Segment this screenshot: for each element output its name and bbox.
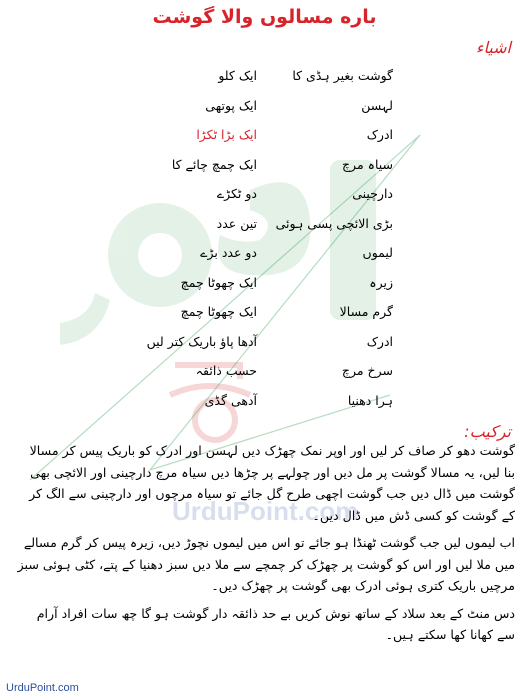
ingredient-quantity: تین عدد — [216, 215, 257, 231]
ingredient-quantity: ایک چمچ چائے کا — [171, 156, 257, 172]
ingredient-row — [0, 64, 529, 88]
ingredient-row — [0, 182, 529, 206]
page-title: باره مسالوں والا گوشت — [152, 6, 377, 28]
ingredients-heading: اشیاء — [475, 38, 511, 57]
ingredient-row — [0, 359, 529, 383]
ingredient-quantity: ایک چھوٹا چمچ — [180, 274, 257, 290]
ingredient-row — [0, 94, 529, 118]
ingredient-row — [0, 389, 529, 413]
method-paragraph: اب لیموں لیں جب گوشت ٹھنڈا ہو جائے تو اس میں لیموں نچوڑ دیں، زیرہ پیس کر گرم مسالے میں ملا لیں اور اس کو گوشت پر چھڑک کر چمچے سے ملا دیں سبز دھنیا کے پتے، کٹی ہوئی سبز مرچیں باریک کتری ہوئی ادرک بھی گوشت پر چھڑک دیں۔ — [17, 535, 515, 593]
method-paragraph: گوشت دھو کر صاف کر لیں اور اوپر نمک چھڑک دیں لہسن اور ادرک کو باریک پیس کر مسالا بنا لیں، یہ مسالا گوشت پر مل دیں اور چولہے پر چڑھا دیں سیاہ مرچ دارچینی اور الائچی بھی گوشت میں ڈال دیں جب گوشت اچھی طرح گل جائے تو سیاہ مرچوں اور دارچینی سے الگ کر کے گوشت کو کسی ڈش میں ڈال دیں۔ — [29, 443, 515, 523]
ingredient-quantity: دو ٹکڑے — [216, 186, 257, 201]
ingredient-quantity: آدھی گڈی — [204, 392, 257, 408]
ingredient-name: دارچینی — [352, 186, 393, 201]
ingredient-name: ادرک — [366, 127, 393, 142]
ingredient-quantity: ایک بڑا ٹکڑا — [196, 127, 257, 142]
ingredient-name: گرم مسالا — [339, 304, 393, 319]
ingredient-row — [0, 330, 529, 354]
ingredient-name: زیرہ — [369, 274, 393, 290]
method-paragraph: دس منٹ کے بعد سلاد کے ساتھ نوش کریں بے حد ذائقہ دار گوشت ہو گا چھ سات افراد آرام سے کھانا کھا سکتے ہیں۔ — [36, 605, 515, 642]
ingredient-quantity: ایک پوتھی — [205, 97, 257, 113]
ingredient-row — [0, 271, 529, 295]
method-heading: ترکیب: — [464, 422, 511, 441]
ingredient-name: ہرا دھنیا — [347, 392, 393, 408]
ingredient-row — [0, 241, 529, 265]
ingredient-row — [0, 212, 529, 236]
footer-link[interactable]: UrduPoint.com — [6, 682, 79, 694]
ingredient-quantity: حسب ذائقہ — [195, 363, 257, 378]
ingredient-name: گوشت بغیر ہڈی کا — [292, 68, 393, 83]
ingredient-quantity: ایک کلو — [218, 68, 257, 83]
ingredient-row — [0, 123, 529, 147]
method-text — [15, 440, 515, 652]
ingredient-row — [0, 153, 529, 177]
ingredient-quantity: آدھا پاؤ باریک کتر لیں — [146, 333, 257, 349]
ingredient-name: لیموں — [362, 245, 393, 260]
ingredient-quantity: دو عدد بڑے — [200, 245, 257, 260]
ingredient-quantity: ایک چھوٹا چمچ — [180, 304, 257, 319]
ingredient-name: سرخ مرچ — [341, 363, 393, 378]
ingredient-name: سیاہ مرچ — [341, 156, 393, 172]
ingredient-row — [0, 300, 529, 324]
svg-text:UrduPoint.com: UrduPoint.com — [172, 496, 359, 526]
ingredient-name: بڑی الائچی پسی ہوئی — [275, 215, 393, 231]
ingredient-name: ادرک — [366, 333, 393, 349]
ingredient-name: لہسن — [361, 97, 393, 113]
